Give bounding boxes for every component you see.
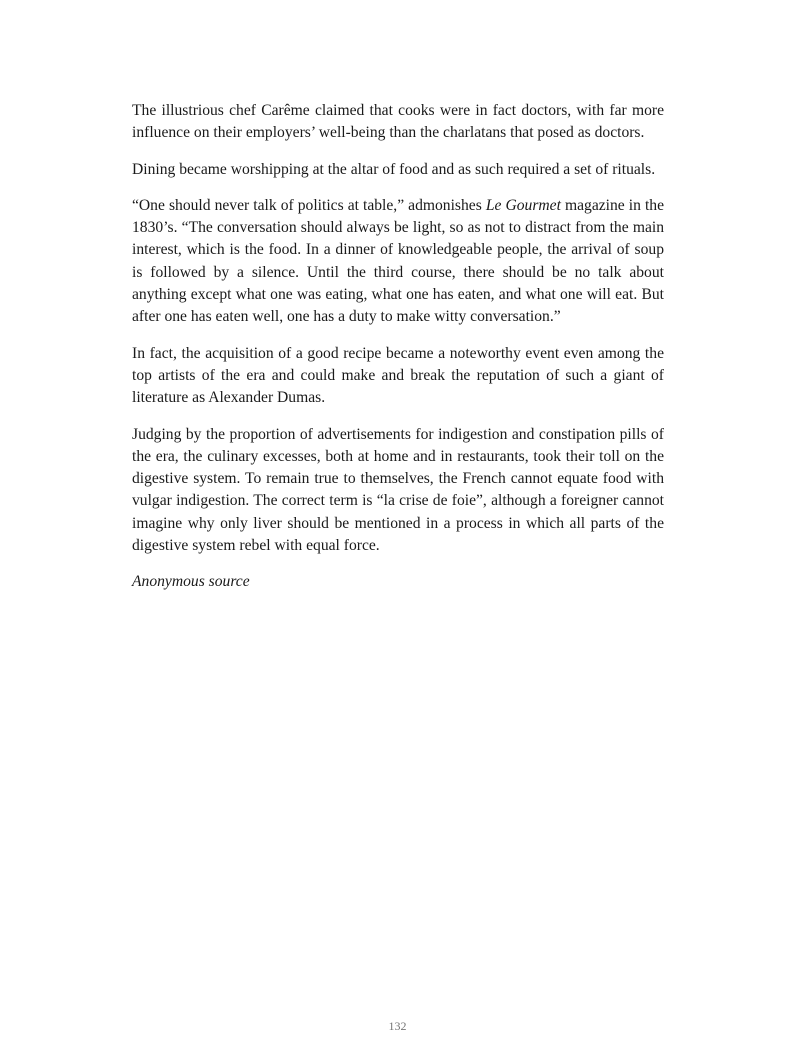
paragraph-le-gourmet-quote [132, 195, 664, 329]
paragraph-careme: The illustrious chef Carême claimed that cooks were in fact doctors, with far more influence on their employers’ well-being than the charlatans that posed as doctors. [132, 102, 664, 142]
quote-body: magazine in the 1830’s. “The conversation should always be light, so as not to distract from the main interest, which is the food. In a dinner of knowledgeable people, the arrival of soup is followed by a silence. Until the third course, there should be no talk about anything except what one was eating, what one has eaten, and what one will eat. But after one has eaten well, one has a duty to make witty conversation.” [132, 196, 665, 326]
paragraph-indigestion: Judging by the proportion of advertisements for indigestion and constipation pills of the era, the culinary excesses, both at home and in restaurants, took their toll on the digestive system. To remain true to themselves, the French cannot equate food with vulgar indigestion. The correct term is “la crise de foie”, although a foreigner cannot imagine why only liver should be mentioned in a process in which all parts of the digestive system rebel with equal force. [132, 425, 664, 555]
source-attribution: Anonymous source [132, 573, 250, 591]
page-body [132, 100, 664, 594]
paragraph-recipe-dumas: In fact, the acquisition of a good recipe became a noteworthy event even among the top artists of the era and could make and break the reputation of such a giant of literature as Alexander Dumas. [132, 344, 664, 407]
page-number: 132 [388, 1019, 407, 1033]
magazine-title: Le Gourmet [485, 196, 561, 214]
quote-intro: “One should never talk of politics at table,” admonishes [132, 196, 486, 214]
paragraph-dining-rituals: Dining became worshipping at the altar of food and as such required a set of rituals. [132, 160, 656, 178]
